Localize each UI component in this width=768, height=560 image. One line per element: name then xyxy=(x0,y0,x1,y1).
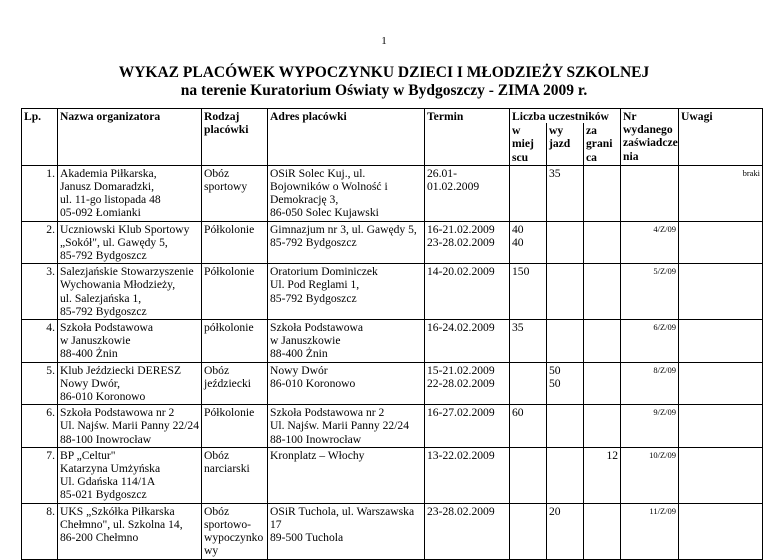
row-term: 26.01-01.02.2009 xyxy=(425,165,510,221)
row-term: 23-28.02.2009 xyxy=(425,503,510,559)
row-type: Półkolonie xyxy=(202,264,268,320)
header-address: Adres placówki xyxy=(268,109,425,166)
row-type: Obóz sportowy xyxy=(202,165,268,221)
table-row xyxy=(22,362,763,405)
row-term: 14-20.02.2009 xyxy=(425,264,510,320)
table-header-row xyxy=(22,109,763,124)
row-term: 16-21.02.2009 23-28.02.2009 xyxy=(425,221,510,264)
row-w-miejscu xyxy=(510,165,547,221)
row-wyjazd xyxy=(547,405,584,448)
row-address: Szkoła Podstawowa w Januszkowie 88-400 Żnin xyxy=(268,320,425,363)
row-lp: 4. xyxy=(22,320,58,363)
header-organizer: Nazwa organizatora xyxy=(58,109,202,166)
row-lp: 8. xyxy=(22,503,58,559)
table-row xyxy=(22,165,763,221)
row-w-miejscu: 150 xyxy=(510,264,547,320)
row-term: 16-24.02.2009 xyxy=(425,320,510,363)
row-lp: 2. xyxy=(22,221,58,264)
header-za-granica: za grani ca xyxy=(584,123,621,165)
row-organizer: Szkoła Podstawowa nr 2 Ul. Najśw. Marii Panny 22/24 88-100 Inowrocław xyxy=(58,405,202,448)
row-w-miejscu xyxy=(510,362,547,405)
row-wyjazd xyxy=(547,264,584,320)
row-w-miejscu: 35 xyxy=(510,320,547,363)
header-uwagi: Uwagi xyxy=(679,109,763,166)
row-term: 15-21.02.2009 22-28.02.2009 xyxy=(425,362,510,405)
row-nr xyxy=(621,165,679,221)
row-lp: 7. xyxy=(22,447,58,503)
row-organizer: Salezjańskie Stowarzyszenie Wychowania Młodzieży, ul. Salezjańska 1, 85-792 Bydgoszcz xyxy=(58,264,202,320)
row-wyjazd: 20 xyxy=(547,503,584,559)
row-nr: 4/Z/09 xyxy=(621,221,679,264)
row-address: OSiR Tuchola, ul. Warszawska 17 89-500 Tuchola xyxy=(268,503,425,559)
row-organizer: Szkoła Podstawowa w Januszkowie 88-400 Żnin xyxy=(58,320,202,363)
row-wyjazd xyxy=(547,447,584,503)
row-wyjazd xyxy=(547,221,584,264)
table-row xyxy=(22,447,763,503)
row-wyjazd: 50 50 xyxy=(547,362,584,405)
header-w-miejscu: w miej scu xyxy=(510,123,547,165)
row-lp: 3. xyxy=(22,264,58,320)
row-w-miejscu xyxy=(510,447,547,503)
row-organizer: UKS „Szkółka Piłkarska Chełmno", ul. Szkolna 14, 86-200 Chełmno xyxy=(58,503,202,559)
row-term: 13-22.02.2009 xyxy=(425,447,510,503)
page-number: 1 xyxy=(381,35,387,47)
row-w-miejscu xyxy=(510,503,547,559)
row-type: półkolonie xyxy=(202,320,268,363)
row-address: Szkoła Podstawowa nr 2 Ul. Najśw. Marii Panny 22/24 88-100 Inowrocław xyxy=(268,405,425,448)
row-organizer: Akademia Piłkarska, Janusz Domaradzki, ul. 11-go listopada 48 05-092 Łomianki xyxy=(58,165,202,221)
row-uwagi: braki xyxy=(679,165,763,221)
placements-table xyxy=(21,108,763,560)
row-address: Oratorium Dominiczek Ul. Pod Reglami 1, 85-792 Bydgoszcz xyxy=(268,264,425,320)
table-row xyxy=(22,503,763,559)
row-organizer: BP „Celtur" Katarzyna Umżyńska Ul. Gdańska 114/1A 85-021 Bydgoszcz xyxy=(58,447,202,503)
header-nr: Nr wydanego zaświadcze nia xyxy=(621,109,679,166)
row-uwagi xyxy=(679,362,763,405)
row-uwagi xyxy=(679,405,763,448)
row-za-granica xyxy=(584,362,621,405)
row-type: Półkolonie xyxy=(202,221,268,264)
header-term: Termin xyxy=(425,109,510,166)
header-participants: Liczba uczestników xyxy=(510,109,621,124)
table-row xyxy=(22,264,763,320)
row-w-miejscu: 40 40 xyxy=(510,221,547,264)
row-nr: 10/Z/09 xyxy=(621,447,679,503)
row-nr: 6/Z/09 xyxy=(621,320,679,363)
row-uwagi xyxy=(679,320,763,363)
row-lp: 1. xyxy=(22,165,58,221)
row-uwagi xyxy=(679,264,763,320)
row-lp: 5. xyxy=(22,362,58,405)
row-nr: 8/Z/09 xyxy=(621,362,679,405)
row-za-granica: 12 xyxy=(584,447,621,503)
row-address: Nowy Dwór 86-010 Koronowo xyxy=(268,362,425,405)
row-za-granica xyxy=(584,503,621,559)
row-za-granica xyxy=(584,264,621,320)
row-type: Obóz sportowo-wypoczynko wy xyxy=(202,503,268,559)
header-lp: Lp. xyxy=(22,109,58,166)
header-type: Rodzaj placówki xyxy=(202,109,268,166)
row-type: Półkolonie xyxy=(202,405,268,448)
row-nr: 11/Z/09 xyxy=(621,503,679,559)
row-address: OSiR Solec Kuj., ul. Bojowników o Wolność i Demokrację 3, 86-050 Solec Kujawski xyxy=(268,165,425,221)
table-row xyxy=(22,405,763,448)
row-wyjazd xyxy=(547,320,584,363)
document-subtitle: na terenie Kuratorium Oświaty w Bydgoszczy - ZIMA 2009 r. xyxy=(180,82,588,99)
row-za-granica xyxy=(584,165,621,221)
document-title: WYKAZ PLACÓWEK WYPOCZYNKU DZIECI I MŁODZIEŻY SZKOLNEJ xyxy=(118,64,650,81)
row-nr: 5/Z/09 xyxy=(621,264,679,320)
row-address: Kronplatz – Włochy xyxy=(268,447,425,503)
row-uwagi xyxy=(679,221,763,264)
row-uwagi xyxy=(679,503,763,559)
row-term: 16-27.02.2009 xyxy=(425,405,510,448)
row-lp: 6. xyxy=(22,405,58,448)
row-wyjazd: 35 xyxy=(547,165,584,221)
row-organizer: Klub Jeździecki DERESZ Nowy Dwór, 86-010 Koronowo xyxy=(58,362,202,405)
row-address: Gimnazjum nr 3, ul. Gawędy 5, 85-792 Bydgoszcz xyxy=(268,221,425,264)
row-za-granica xyxy=(584,405,621,448)
row-type: Obóz jeździecki xyxy=(202,362,268,405)
table-row xyxy=(22,320,763,363)
row-type: Obóz narciarski xyxy=(202,447,268,503)
row-w-miejscu: 60 xyxy=(510,405,547,448)
header-wyjazd: wy jazd xyxy=(547,123,584,165)
row-za-granica xyxy=(584,320,621,363)
row-nr: 9/Z/09 xyxy=(621,405,679,448)
row-uwagi xyxy=(679,447,763,503)
row-organizer: Uczniowski Klub Sportowy „Sokół", ul. Gawędy 5, 85-792 Bydgoszcz xyxy=(58,221,202,264)
row-za-granica xyxy=(584,221,621,264)
table-row xyxy=(22,221,763,264)
